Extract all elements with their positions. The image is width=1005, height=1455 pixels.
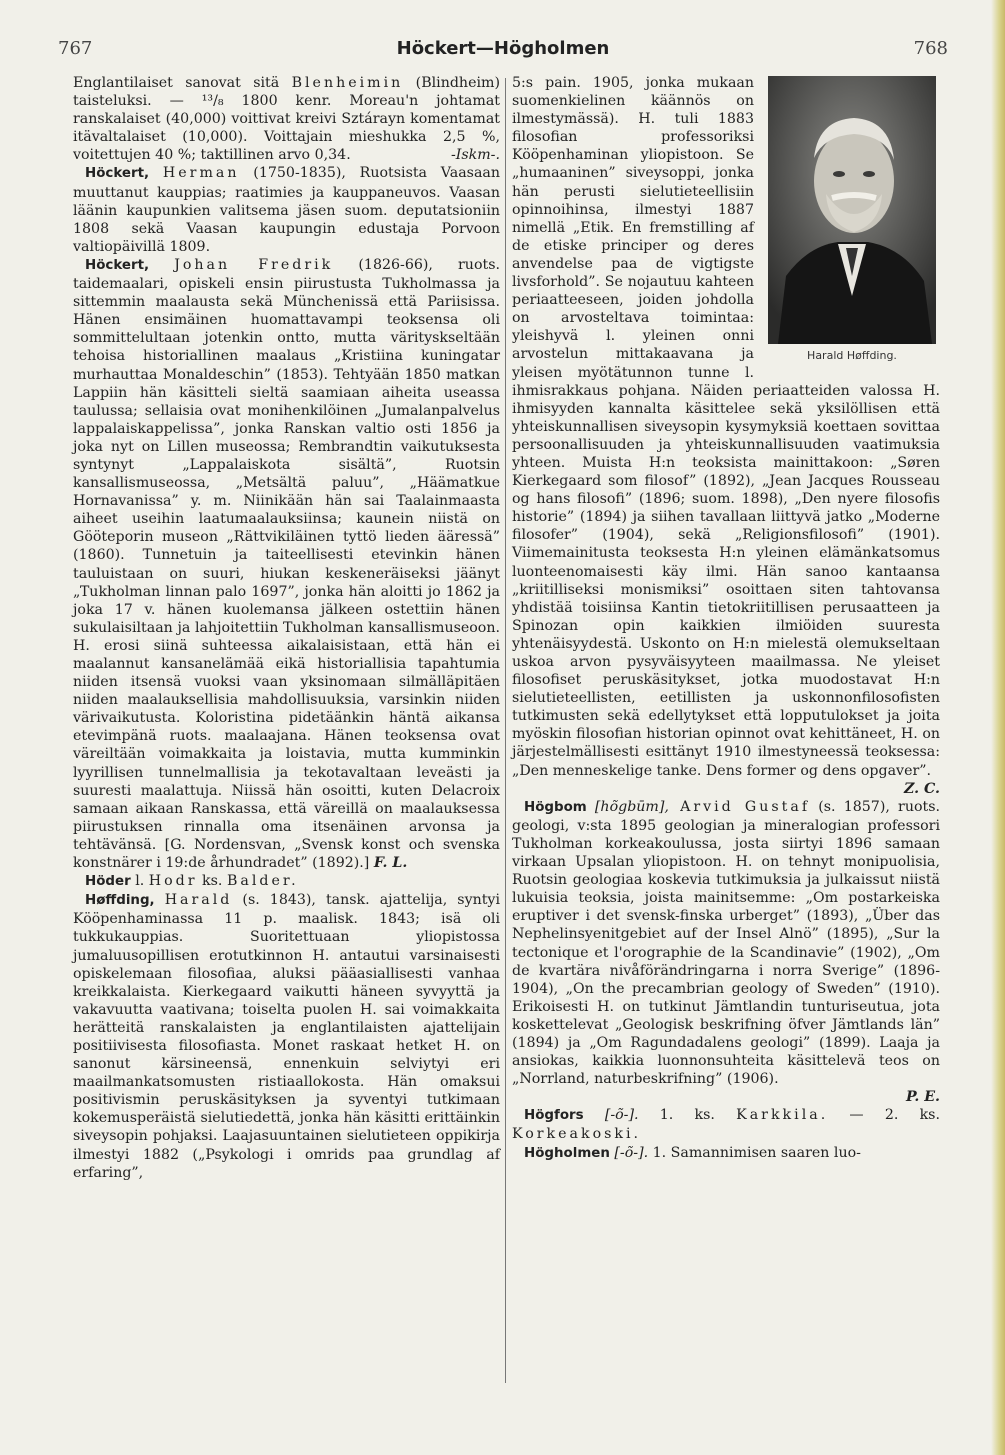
page-number-right: 768	[913, 38, 948, 59]
spaced-name: Blenheimin	[291, 75, 404, 91]
spaced-name: Korkeakoski.	[512, 1126, 642, 1143]
entry-text: — 2. ks.	[828, 1107, 940, 1124]
entry-hockert-herman	[73, 164, 500, 255]
spaced-name: Harald	[164, 892, 233, 909]
headword: Höder	[85, 874, 131, 890]
entry-text: 5:s pain. 1905, jonka mukaan suomenkielinen käännös on ilmestymässä). H. tuli 1883 filosofian professoriksi Kööpenhaminan yliopistoon. Se „humaaninen” siveysoppi, jonka hän perusti sielutieteellisiin opinnoihinsa, ilmestyi 1887 nimellä „Etik. En fremstilling af de etiske principer og deres anvendelse paa de vigtigste livsforhold”. Se nojautuu kahteen periaatteeseen, joiden johdolla on arvosteltava toimintaa: yleishyvä l. yleinen onni arvostelun mittakaavana ja yleisen myötätunnon tunne l. ihmisrakkaus pohjana. Näiden periaatteiden valossa H. ihmisyyden kannalta käsittelee sekä yksilöllisen että yhteiskunnallisen siveysopin kysymyksiä koettaen sovittaa persoonallisuuden ja yhteiskunnallisuuden vaatimuksia yhteen. Muista H:n teoksista mainittakoon: „Søren Kierkegaard som filosof” (1892), „Jean Jacques Rousseau og hans filosofi” (1896; suom. 1898), „Den nyere filosofis historie” (1894) ja siihen tavallaan liittyvä jatko „Moderne filosofer” (1904), sekä „Religionsfilosofi” (1901). Viimemainitusta teoksesta H:n yleinen elämänkatsomus luonteenomaisesti käy ilmi. Hän sanoo kantaansa „kriitilliseksi monismiksi” osoittaen siten tahtovansa yhdistää toisiinsa Kantin tietokriitillisen perusaatteen ja Spinozan opin kaikkien ilmiöiden suuresta yhtenäisyydestä. Uskonto on H:n mielestä olemukseltaan uskoa arvon pysyväisyyteen maailmassa. Ne yleiset filosofiset peruskäsitykset, jotka muodostavat H:n sielutieteellisten, eetillisten ja uskonnonfilosofisten tutkimusten sekä edellytykset että lopputulokset ja joita myöskin filosofian historian opinnot ovat kehittäneet, H. on järjestelmällisesti esittänyt 1910 ilmestyneessä teoksessa: „Den menneskelige tanke. Dens former og dens opgaver”.	[512, 75, 940, 779]
pronunciation: [-õ-].	[609, 1144, 649, 1161]
headword: Högbom	[524, 799, 587, 815]
page-edge	[991, 0, 1005, 1455]
entry-hoder	[73, 872, 500, 891]
headword: Högholmen	[524, 1145, 610, 1161]
headword: Höckert,	[85, 257, 150, 273]
headword: Högfors	[524, 1108, 584, 1124]
left-column	[73, 74, 500, 1182]
date-text: ¹³/₈ 1800	[201, 93, 278, 110]
running-title: Höckert—Högholmen	[396, 38, 610, 59]
portrait-photo-icon	[768, 76, 936, 344]
entry-text: (1826-66), ruots. taidemaalari, opiskeli ensin piirustusta Tukholmassa ja sittemmin maalausta sekä Münchenissä että Pariisissa. Hänen ensimäinen huomattavampi teoksensa oli sommittelultaan jotenkin ontto, mutta värityskseltään tehoisa historiallinen maalaus „Kristiina kuningatar murhauttaa Monaldeschin” (1853). Tehtyään 1850 matkan Lappiin hän käsitteli sieltä saamiaan aiheita useassa taulussa; sellaisia ovat monihenkilöinen „Jumalanpalvelus lappalaiskappelissa”, jonka Ranskan valtio osti 1856 ja joka nyt on Lillen museossa; Rembrandtin vaikutuksesta syntynyt „Lappalaiskota sisältä”, Ruotsin kansallismuseossa, „Metsältä paluu”, „Häämatkue Hornavanissa” y. m. Niinikään hän sai Taalainmaasta aiheet useihin laatumaalauksiinsa; kaunein niistä on Gööteporin museon „Rättvikiläinen tyttö lieden ääressä” (1860). Tunnetuin ja taiteellisesti etevinkin hänen tauluistaan on suuri, hiukan keskeneräiseksi jäänyt „Tukholman linnan palo 1697”, jonka hän aloitti jo 1862 ja joka 17 v. hänen kuolemansa jälkeen ostettiin hänen sukulaisiltaan ja lahjoitettiin Tukholman kansallismuseoon. H. erosi siinä suhteessa aikalaisistaan, että hän ei maalannut kansanelämää eikä historiallisia tapahtumia niiden itsensä vuoksi vaan yksinomaan silmälläpitäen niiden maalauksellisia mahdollisuuksia, varsinkin niiden värivaikutusta. Koloristina pidetäänkin häntä aikansa etevimpänä ruots. maalaajana. Hänen teoksensa ovat väreiltään voimakkaita ja loistavia, mutta kumminkin lyyrillisen tunnelmallisia ja tekotavaltaan leveästi ja suuresti maalattuja. Niissä hän osoitti, kuten Delacroix samaan aikaan Ranskassa, että väreillä on maalauksessa piirustuksen rinnalla oma itsenäinen arvonsa ja tehtävänsä. [G. Nordensvan, „Svensk konst och svenska konstnärer i 19:de århundradet” (1892).]	[73, 256, 500, 872]
entry-text: (1750-1835), Ruotsista Vaasaan muuttanut kauppias; raatimies ja kauppaneuvos. Vaasan läänin kaupunkien valitsema jäsen suom. deputatsioniin 1808 sekä Vaasan kaupungin edustaja Porvoon valtiopäivillä 1809.	[73, 165, 500, 255]
spaced-name: Balder.	[226, 873, 299, 890]
portrait-figure	[764, 76, 940, 365]
entry-text: (s. 1843), tansk. ajattelija, syntyi Kööpenhaminassa 11 p. maalisk. 1843; isä oli tukkukauppias. Suoritettuaan yliopistossa jumaluusopillisen erotutkinnon H. antautui varsinaisesti opiskelemaan filosofiaa, aluksi pääasiallisesti vanhaa kreikkalaista. Kierkegaard vaikutti häneen syvyyttä ja vakavuutta vaativana; toiselta puolen H. sai voimakkaita herätteitä ranskalaisten ja englantilaisten ajattelijain positiivisesta filosofiasta. Monet raskaat hetket H. on sanonut kärsineensä, ennenkuin selviytyi eri maailmankatsomusten ristiaallokosta. Hän omaksui positivismin peruskäsityksen ja syventyi tutkimaan kokemusperäistä sielutiedettä, jonka hän käsitti erittäinkin siveysopin pohjaksi. Laajasuuntainen sielutieteen oppikirja ilmestyi 1882 („Psykologi i omrids paa grundlag af erfaring”,	[73, 892, 500, 1181]
entry-hoffding	[73, 891, 500, 1182]
portrait-image	[768, 76, 936, 344]
author-signature: Z. C.	[904, 780, 940, 797]
entry-text: 1. Samannimisen saaren luo-	[648, 1144, 861, 1161]
entry-blenheim-continued	[73, 74, 500, 164]
spaced-name: Johan Fredrik	[174, 256, 334, 273]
column-divider	[505, 78, 506, 1383]
author-signature: P. E.	[906, 1089, 940, 1106]
page-header	[58, 38, 948, 62]
headword: Høffding,	[85, 893, 155, 909]
spaced-name: Hodr	[148, 873, 198, 890]
entry-text: (s. 1857), ruots. geologi, v:sta 1895 geologian ja mineralogian professori Tukholman korkeakoulussa, josta siirtyi 1896 samaan virkaan Upsalan yliopistoon. H. on tehnyt monipuolisia, Ruotsin geologiaa koskevia tutkimuksia ja julkaissut niistä lukuisia teoksia, joista mainitsemme: „Om postarkeiska eruptiver i det svensk-finska urberget” (1893), „Über das Nephelinsyenitgebiet auf der Insel Alnö” (1895), „Sur la tectonique et l'orographie de la Scandinavie” (1902), „Om de kvartära nivåförändringarna i norra Sverige” (1896-1904), „On the precambrian geology of Sweden” (1910). Erikoisesti H. on tutkinut Jämtlandin tunturiseutua, jota koskettelevat „Geologisk beskrifning öfver Jämtlands län” (1894) ja „Om Ragundadalens geologi” (1899). Laaja ja ansiokas, kaikkia luonnonsuhteita käsittelevä teos on „Norrland, naturbeskrifning” (1906).	[512, 798, 940, 1088]
entry-hogfors	[512, 1106, 940, 1143]
entry-text: (Blindheim) taisteluksi. —	[73, 75, 500, 110]
entry-text: 1. ks.	[638, 1107, 737, 1124]
entry-hogholmen	[512, 1144, 940, 1163]
page-number-left: 767	[58, 38, 93, 59]
entry-hogbom	[512, 798, 940, 1107]
headword: Höckert,	[85, 166, 150, 182]
spaced-name: Karkkila.	[736, 1107, 829, 1124]
author-signature: -Iskm-.	[450, 147, 500, 164]
entry-text: l.	[130, 873, 149, 890]
spaced-name: Arvid Gustaf	[668, 798, 811, 815]
author-signature: F. L.	[373, 855, 408, 872]
pronunciation: [-õ-].	[583, 1107, 639, 1124]
right-column	[512, 74, 940, 1163]
entry-text: ks.	[197, 873, 227, 890]
entry-text: Englantilaiset sanovat sitä	[73, 75, 292, 91]
pronunciation: [hõgbūm],	[586, 798, 669, 815]
portrait-caption: Harald Høffding.	[807, 349, 897, 362]
spaced-name: Herman	[162, 165, 240, 182]
entry-hockert-johan-fredrik	[73, 256, 500, 872]
entry-text: kenr. Moreau'n johtamat ranskalaiset (40,000) voittivat kreivi Sztárayn komentamat itävaltalaiset (10,000). Voittajain mieshukka 2,5 %, voitettujen 40 %; taktillinen arvo 0,34.	[73, 93, 501, 164]
